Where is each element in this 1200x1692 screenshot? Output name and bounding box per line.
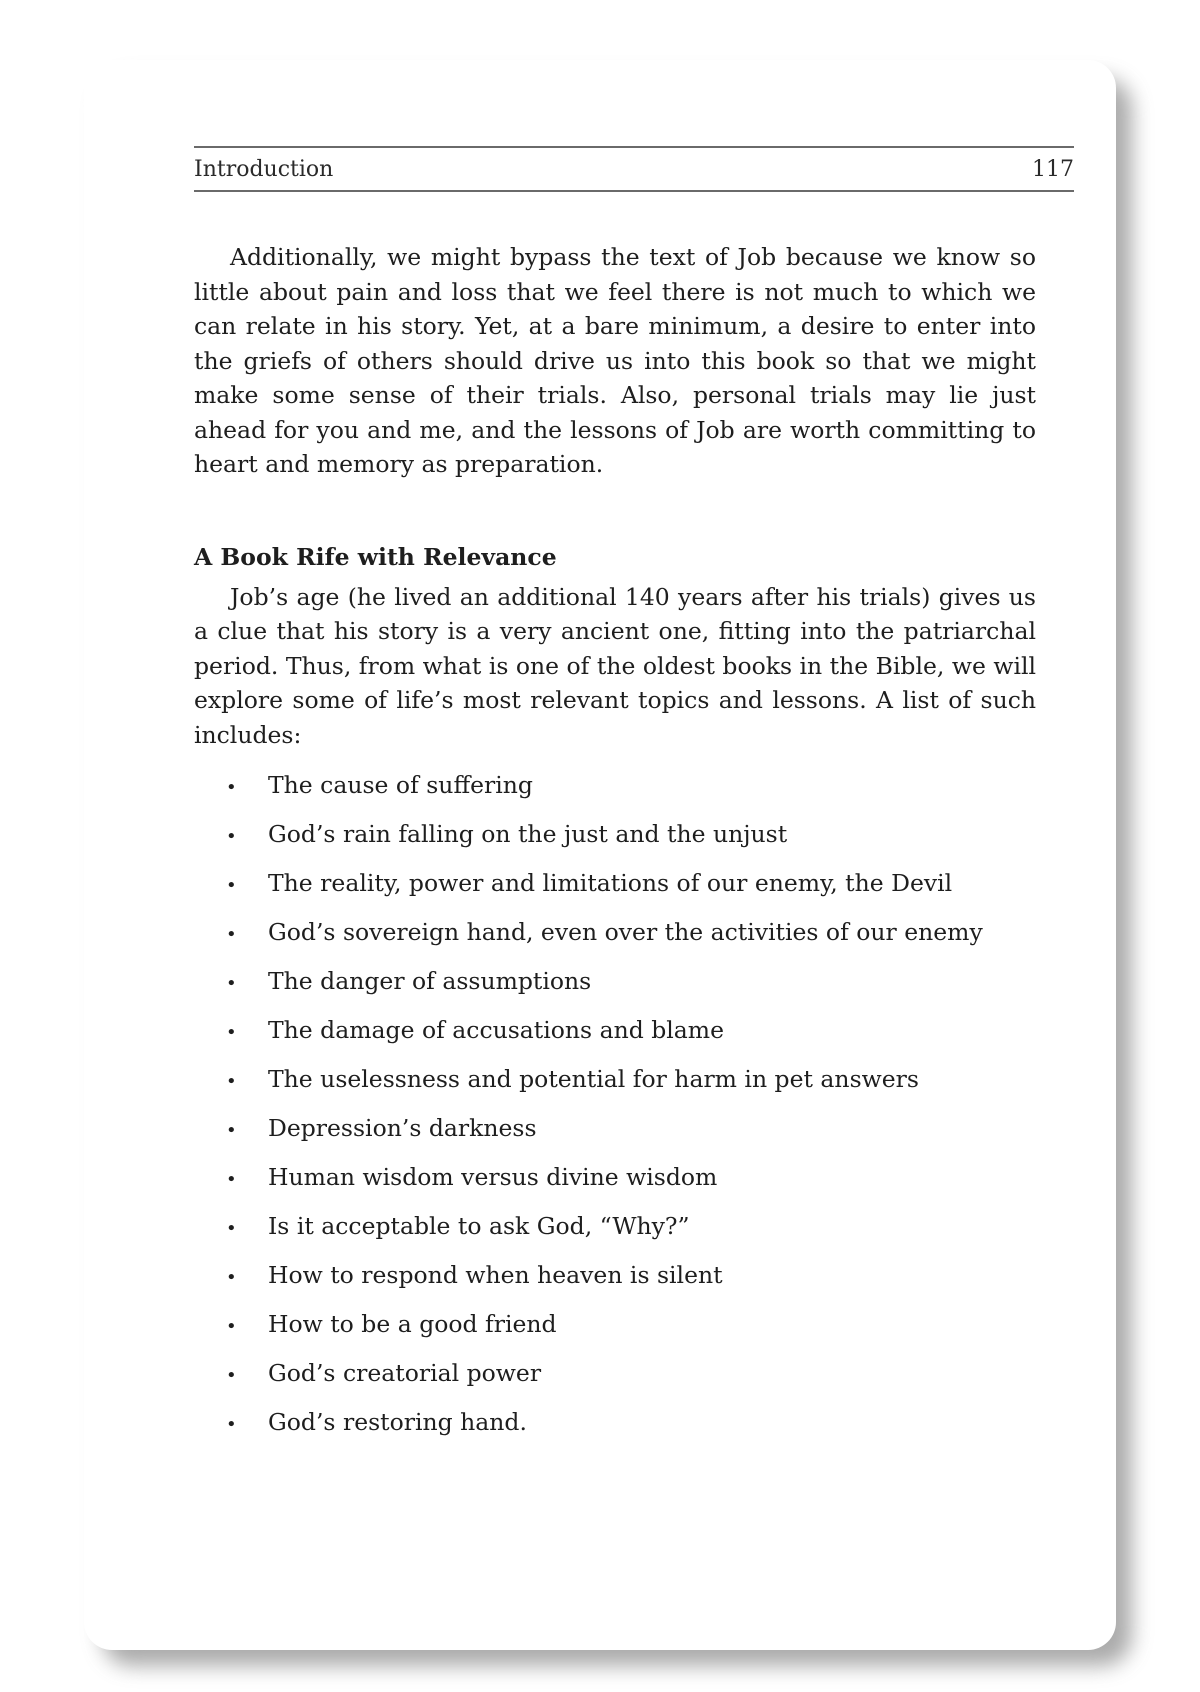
list-item xyxy=(194,1356,1036,1405)
list-item-text: God’s sovereign hand, even over the activities of our enemy xyxy=(268,918,983,946)
list-item xyxy=(194,964,1036,1013)
bullet-icon: • xyxy=(226,1316,237,1337)
list-item-text: The uselessness and potential for harm in pet answers xyxy=(268,1065,919,1093)
list-item xyxy=(194,1307,1036,1356)
list-item-text: How to be a good friend xyxy=(268,1310,557,1338)
list-item xyxy=(194,1111,1036,1160)
list-item-text: Is it acceptable to ask God, “Why?” xyxy=(268,1212,690,1240)
bullet-icon: • xyxy=(226,1169,237,1190)
bullet-icon: • xyxy=(226,1071,237,1092)
list-item-text: God’s rain falling on the just and the unjust xyxy=(268,820,788,848)
list-item xyxy=(194,1209,1036,1258)
running-head xyxy=(194,146,1074,192)
list-item xyxy=(194,817,1036,866)
list-item-text: God’s creatorial power xyxy=(268,1359,542,1387)
book-page xyxy=(84,60,1116,1650)
list-item xyxy=(194,1258,1036,1307)
bullet-icon: • xyxy=(226,924,237,945)
paragraph: Additionally, we might bypass the text of Job because we know so little about pain and loss that we feel there is not much to which we can relate in his story. Yet, at a bare minimum, a desire to enter into the griefs of others should drive us into this book so that we might make some sense of their trials. Also, personal trials may lie just ahead for you and me, and the lessons of Job are worth committing to heart and memory as preparation. xyxy=(194,243,1036,478)
bullet-icon: • xyxy=(226,1365,237,1386)
list-item xyxy=(194,915,1036,964)
list-item-text: God’s restoring hand. xyxy=(268,1408,527,1436)
bullet-icon: • xyxy=(226,875,237,896)
list-item xyxy=(194,866,1036,915)
bullet-icon: • xyxy=(226,826,237,847)
body-text xyxy=(194,240,1036,1454)
list-item-text: How to respond when heaven is silent xyxy=(268,1261,723,1289)
bullet-icon: • xyxy=(226,1267,237,1288)
list-item-text: The reality, power and limitations of our enemy, the Devil xyxy=(268,869,953,897)
bullet-icon: • xyxy=(226,973,237,994)
list-item xyxy=(194,1062,1036,1111)
bullet-icon: • xyxy=(226,1414,237,1435)
bullet-icon: • xyxy=(226,1218,237,1239)
list-item xyxy=(194,768,1036,817)
list-item-text: Depression’s darkness xyxy=(268,1114,537,1142)
topic-list xyxy=(194,768,1036,1454)
list-item-text: Human wisdom versus divine wisdom xyxy=(268,1163,718,1191)
bullet-icon: • xyxy=(226,777,237,798)
bullet-icon: • xyxy=(226,1120,237,1141)
bullet-icon: • xyxy=(226,1022,237,1043)
list-item-text: The cause of suffering xyxy=(268,771,533,799)
list-item-text: The damage of accusations and blame xyxy=(268,1016,725,1044)
list-item xyxy=(194,1405,1036,1454)
list-item xyxy=(194,1160,1036,1209)
page-number: 117 xyxy=(1032,156,1074,182)
list-item-text: The danger of assumptions xyxy=(268,967,592,995)
paragraph: Job’s age (he lived an additional 140 years after his trials) gives us a clue that his story is a very ancient one, fitting into the patriarchal period. Thus, from what is one of the oldest books in the Bible, we will explore some of life’s most relevant topics and lessons. A list of such includes: xyxy=(194,582,1036,749)
list-item xyxy=(194,1013,1036,1062)
section-heading: A Book Rife with Relevance xyxy=(194,542,557,571)
running-title: Introduction xyxy=(194,156,334,182)
